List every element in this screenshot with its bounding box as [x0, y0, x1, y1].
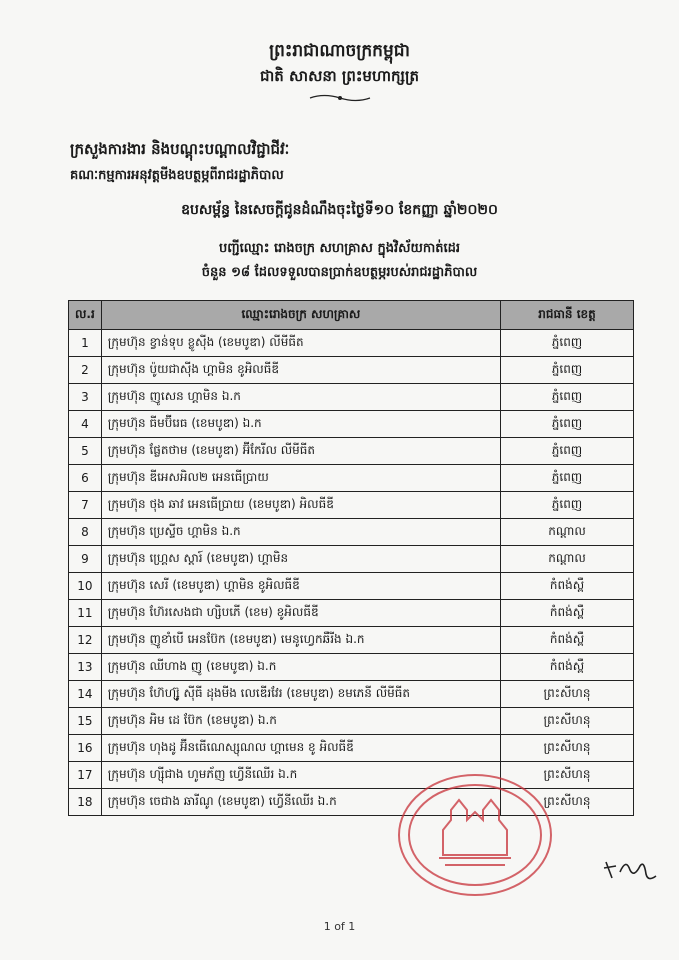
table-row [69, 546, 634, 573]
row-number: 9 [69, 546, 102, 573]
column-header-province: រាជធានី ខេត្ត [501, 301, 634, 330]
company-name: ក្រុមហ៊ុន ថុង ឆាវ អេនធើប្រាយ (ខេមបូឌា) អិលធីឌី [101, 492, 500, 519]
row-number: 7 [69, 492, 102, 519]
company-name: ក្រុមហ៊ុន ប៉ូយជាស៊ីង ហ្គាមិន ខូអិលធីឌី [101, 357, 500, 384]
row-number: 17 [69, 762, 102, 789]
national-motto: ជាតិ សាសនា ព្រះមហាក្សត្រ [260, 67, 419, 85]
table-row [69, 708, 634, 735]
ornament-divider [308, 93, 372, 103]
column-header-name: ឈ្មោះរោងចក្រ សហគ្រាស [101, 301, 500, 330]
row-number: 11 [69, 600, 102, 627]
table-row [69, 438, 634, 465]
row-number: 14 [69, 681, 102, 708]
row-number: 1 [69, 330, 102, 357]
province: កណ្តាល [501, 546, 634, 573]
province: ភ្នំពេញ [501, 384, 634, 411]
province: កំពង់ស្ពឺ [501, 600, 634, 627]
company-name: ក្រុមហ៊ុន ឈីហាង ញូ (ខេមបូឌា) ឯ.ក [101, 654, 500, 681]
table-row [69, 627, 634, 654]
table-row [69, 519, 634, 546]
row-number: 13 [69, 654, 102, 681]
row-number: 4 [69, 411, 102, 438]
row-number: 15 [69, 708, 102, 735]
committee-name: គណៈកម្មការអនុវត្តមីងឧបត្ថម្ភពីរាជរដ្ឋាភិបាល [70, 168, 284, 183]
province: កណ្តាល [501, 519, 634, 546]
signature [600, 848, 660, 888]
province: កំពង់ស្ពឺ [501, 573, 634, 600]
company-name: ក្រុមហ៊ុន សេរី (ខេមបូឌា) ហ្គាមិន ខូអិលធីឌី [101, 573, 500, 600]
list-title: បញ្ជីឈ្មោះ រោងចក្រ សហគ្រាស ក្នុងវិស័យកាត់ដេរ [219, 241, 460, 256]
table-row [69, 384, 634, 411]
company-name: ក្រុមហ៊ុន ធីមប៊ីរេធ (ខេមបូឌា) ឯ.ក [101, 411, 500, 438]
company-name: ក្រុមហ៊ុន ញូសេន ហ្គាមិន ឯ.ក [101, 384, 500, 411]
row-number: 8 [69, 519, 102, 546]
row-number: 6 [69, 465, 102, 492]
province: ព្រះសីហនុ [501, 762, 634, 789]
row-number: 16 [69, 735, 102, 762]
table-header-row [69, 301, 634, 330]
ministry-name: ក្រសួងការងារ និងបណ្តុះបណ្តាលវិជ្ជាជីវៈ [70, 140, 290, 158]
table-row [69, 411, 634, 438]
company-name: ក្រុមហ៊ុន ហុងដូ អ៊ីនធើណេស្សុណល ហ្គាមេន ខូ អិលធីឌី [101, 735, 500, 762]
province: ភ្នំពេញ [501, 438, 634, 465]
official-seal-stamp [395, 770, 555, 900]
company-name: ក្រុមហ៊ុន ឌីអេសអិល២ អេនធើប្រាយ [101, 465, 500, 492]
province: ព្រះសីហនុ [501, 789, 634, 816]
row-number: 10 [69, 573, 102, 600]
table-row [69, 600, 634, 627]
company-name: ក្រុមហ៊ុន ចេជាង ឆារីណូ (ខេមបូឌា) ហ្វើនីឈើរ ឯ.ក [101, 789, 500, 816]
province: ភ្នំពេញ [501, 357, 634, 384]
row-number: 18 [69, 789, 102, 816]
row-number: 12 [69, 627, 102, 654]
company-name: ក្រុមហ៊ុន ខ្វាន់ទុប ខ្លូស៊ីង (ខេមបូឌា) លីមីធីត [101, 330, 500, 357]
table-row [69, 681, 634, 708]
page-indicator: 1 of 1 [323, 920, 356, 933]
company-name: ក្រុមហ៊ុន ញូខាំបើ អេនប៊ែក (ខេមបូឌា) មេនូហ្វេកឆឺរីង ឯ.ក [101, 627, 500, 654]
table-row [69, 735, 634, 762]
province: ព្រះសីហនុ [501, 681, 634, 708]
row-number: 2 [69, 357, 102, 384]
company-name: ក្រុមហ៊ុន អិម ដេ ប៊ែក (ខេមបូឌា) ឯ.ក [101, 708, 500, 735]
province: ភ្នំពេញ [501, 465, 634, 492]
factory-table [68, 300, 634, 816]
table-row [69, 573, 634, 600]
column-header-number: ល.រ [69, 301, 102, 330]
company-name: ក្រុមហ៊ុន ផ្លែតថាម (ខេមបូឌា) អ៊ីកែរីល លីមីធីត [101, 438, 500, 465]
company-name: ក្រុមហ៊ុន ប្រេស្ទីច ហ្គាមិន ឯ.ក [101, 519, 500, 546]
kingdom-heading: ព្រះរាជាណាចក្រកម្ពុជា [269, 41, 410, 61]
annex-title: ឧបសម្ព័ន្ធ នៃសេចក្តីជូនដំណឹងចុះថ្ងៃទី១០ ខែកញ្ញា ឆ្នាំ២០២០ [181, 202, 498, 218]
table-row [69, 330, 634, 357]
company-name: ក្រុមហ៊ុន ហ្ស៊ីជាង ហូមភ័ញ ហ្វើនីឈើរ ឯ.ក [101, 762, 500, 789]
province: ភ្នំពេញ [501, 330, 634, 357]
table-row [69, 492, 634, 519]
province: កំពង់ស្ពឺ [501, 627, 634, 654]
province: ភ្នំពេញ [501, 492, 634, 519]
table-row [69, 654, 634, 681]
province: ព្រះសីហនុ [501, 735, 634, 762]
province: ភ្នំពេញ [501, 411, 634, 438]
company-name: ក្រុមហ៊ុន ហ៊ែហ្ស៊ូ ស៊ីធី ដុងមីង លេឌើរវែរ (ខេមបូឌា) ខមភេនី លីមីធីត [101, 681, 500, 708]
table-row [69, 465, 634, 492]
row-number: 5 [69, 438, 102, 465]
province: ព្រះសីហនុ [501, 708, 634, 735]
province: កំពង់ស្ពឺ [501, 654, 634, 681]
list-subtitle: ចំនួន ១៨ ដែលទទួលបានប្រាក់ឧបត្ថម្ភរបស់រាជរដ្ឋាភិបាល [201, 265, 478, 280]
row-number: 3 [69, 384, 102, 411]
table-row [69, 357, 634, 384]
company-name: ក្រុមហ៊ុន ហ៊ែរសេងជា ហ្សិបភើ (ខេម) ខូអិលធីឌី [101, 600, 500, 627]
company-name: ក្រុមហ៊ុន ហ្គ្រេស ស្តារ៍ (ខេមបូឌា) ហ្គាមិន [101, 546, 500, 573]
